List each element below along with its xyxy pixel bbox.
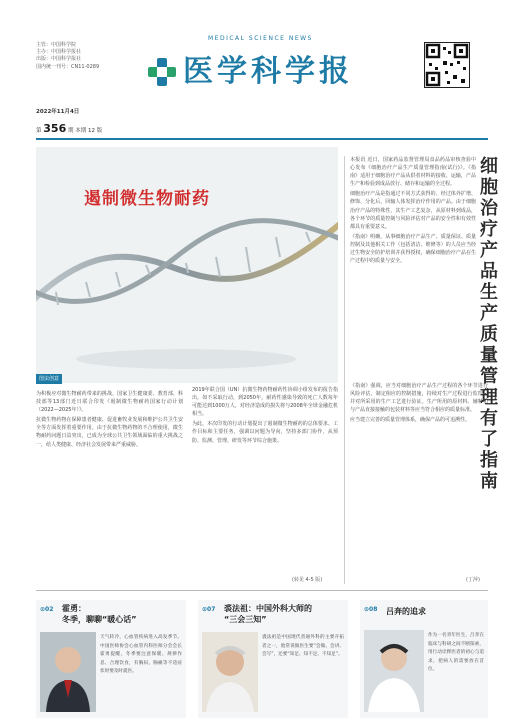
main-article-column-left <box>36 390 183 449</box>
hero-title: 遏制微生物耐药 <box>84 189 210 209</box>
masthead-info-line: 国内统一刊号：CN11-0289 <box>36 63 100 70</box>
teaser-box-08[interactable] <box>360 600 488 718</box>
paragraph: 为积极应对微生物耐药带来的挑战，国家卫生健康委、教育部、科技部等13部门近日联合印发《遏制微生物耐药国家行动计划（2022—2025年）》。 <box>36 391 183 414</box>
teaser-title: 裘法祖：中国外科大师的 “三会三知” <box>224 604 312 624</box>
masthead-info <box>36 42 146 71</box>
masthead-info-line: 主办：中国科学报社 <box>36 49 82 56</box>
page-badge: ⊙02 <box>40 606 54 613</box>
paragraph: 为此，本次印发的行动计划提出了遏制微生物耐药的总体要求、工作目标和主要任务，强调以问题为导向，坚持多部门协作，从预防、监测、管理、研发等环节综合施策。 <box>192 421 338 444</box>
right-article-title[interactable]: 细胞治疗产品生产质量管理有了指南 <box>480 156 498 492</box>
teaser-text: 天气转冷，心血管疾病进入高发季节。中国医师协会心血管内科医师分会会长霍勇提醒，冬季要注意保暖、规律作息、合理饮食，有胸闷、胸痛等不适症状时要及时就医。 <box>100 635 182 674</box>
paragraph: 本报讯 近日，国家药品监督管理局食品药品审核查验中心发布《细胞治疗产品生产质量管理指南(试行)》。《指南》适用于细胞治疗产品从供者材料的接收、运输，产品生产和检验到成品放行、储存和运输的全过程。 <box>350 157 476 188</box>
portrait-photo <box>40 632 96 712</box>
paragraph: 《指南》明确，从事细胞治疗产品生产、质量保证、质量控制及其他相关工作（包括清洁、维修等）的人员应当经过生物安全防护培训并获得授权，确保细胞治疗产品在生产过程中的质量与安全。 <box>350 233 476 265</box>
masthead-info-line: 出版：中国科学报社 <box>36 56 82 63</box>
teaser-box-07[interactable] <box>198 600 348 718</box>
continued-note[interactable]: (转见 4-5 版) <box>292 577 323 583</box>
qr-code-icon <box>424 42 470 88</box>
paragraph: 抗微生物药物在保障患者健康、促进畜牧业发展和维护公共卫生安全等方面发挥着重要作用。由于抗微生物药物的不合理使用，微生物耐药问题日益突出，已成为全球公共卫生领域面临的重大挑战之一，给人类健康、经济社会发展带来严重威胁。 <box>36 417 183 448</box>
masthead-rule <box>36 138 488 140</box>
paragraph: 细胞治疗产品是指通过不同方式获得的、经过体外扩增、修饰、分化后，回输人体发挥治疗作用的产品。由于细胞治疗产品的特殊性，其生产工艺复杂，从原材料到成品，各个环节的质量控制与风险评估对产品的安全性和有效性都具有重要意义。 <box>350 191 476 230</box>
brand-title: 医学科学报 <box>183 54 353 89</box>
page-badge: ⊙07 <box>202 606 216 613</box>
paragraph: 《指南》强调，应当对细胞治疗产品生产过程的各个环节进行风险评估，制定相应的控制措施，持续对生产过程进行监控，并对所采用的生产工艺进行验证。生产所用的原材料、辅料和与产品直接接触的包装材料等应当符合相应的质量标准。 <box>350 383 488 414</box>
teaser-text: 作为一名青年医生，吕奔在临床与科研之间不断探索，用行动诠释医者的初心与追求，把病人的需要放在首位。 <box>428 633 484 672</box>
page-badge: ⊙08 <box>364 606 378 613</box>
image-credit-tag: 图虫创意 <box>36 374 62 384</box>
teaser-text: 裘法祖是中国现代普通外科的主要开拓者之一，他常说做医生要“会做、会讲、会写”，还要“知足、知不足、不知足”。 <box>262 635 344 657</box>
teaser-title: 霍勇： 冬季，聊聊“暖心话” <box>62 604 137 624</box>
portrait-photo <box>364 630 424 712</box>
right-article-body-continued <box>350 382 488 424</box>
teaser-title: 吕奔的追求 <box>386 607 426 616</box>
section-divider <box>36 590 488 591</box>
main-article-column-mid <box>192 386 338 445</box>
teaser-box-02[interactable] <box>36 600 186 718</box>
paragraph: 2019年联合国（UN）抗微生物药物耐药性协调小组发布的报告指出，如不采取行动，到2050年，耐药性感染导致的死亡人数每年可能达到1000万人，对经济造成的损失将与2008年全球金融危机相当。 <box>192 387 338 418</box>
issue-number: 第 356 期 本期 12 版 <box>36 122 103 135</box>
masthead-info-line: 主管：中国科学院 <box>36 42 77 48</box>
article-author: (丁萍) <box>466 577 480 583</box>
column-divider <box>344 156 345 584</box>
issue-date: 2022年11月4日 <box>36 109 80 115</box>
issue-number-value: 356 <box>43 122 67 135</box>
portrait-photo <box>202 632 258 712</box>
hero-image <box>36 147 338 383</box>
brand-logo-icon <box>148 58 176 86</box>
right-article-body <box>350 156 476 265</box>
brand-english-name: MEDICAL SCIENCE NEWS <box>208 35 313 42</box>
paragraph: 应当建立完善的质量管理体系，确保产品的可追溯性。 <box>350 417 471 424</box>
